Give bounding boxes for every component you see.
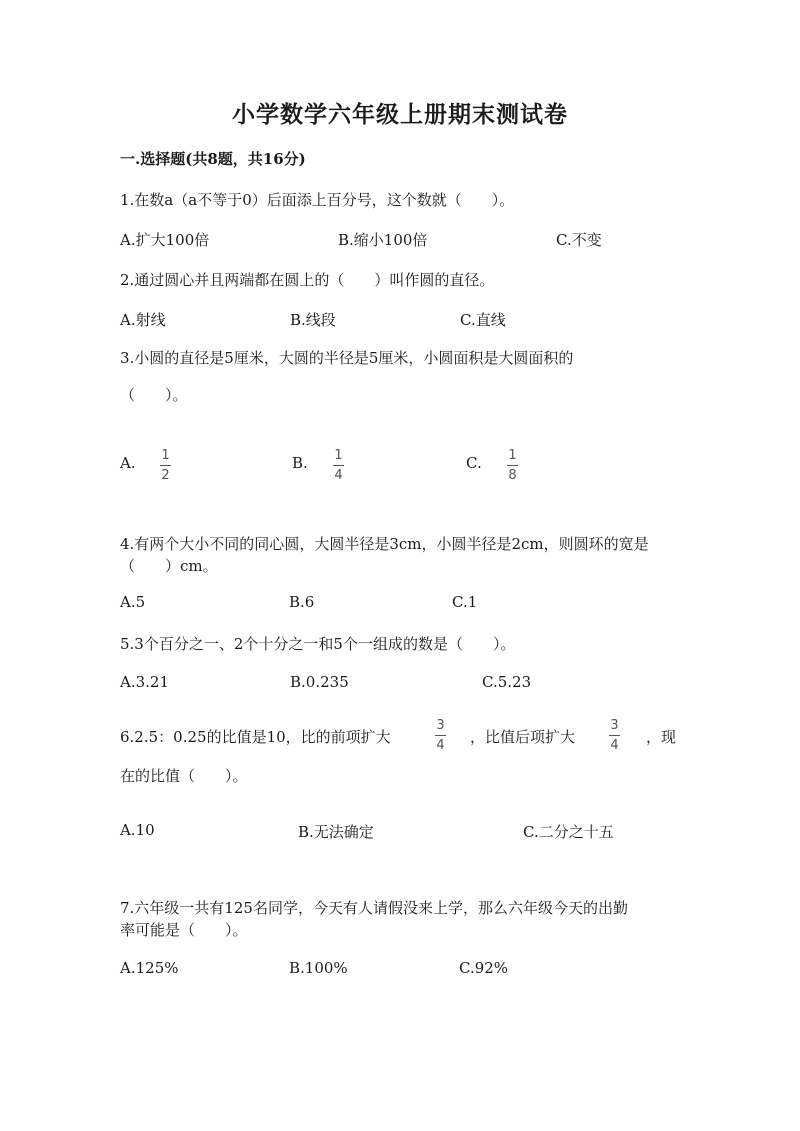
fraction-denominator: 4 <box>610 738 619 753</box>
fraction-bar <box>507 465 518 466</box>
q4-option-c: C.1 <box>452 593 478 611</box>
question-1: 1.在数a（a不等于0）后面添上百分号，这个数就（ ）。 <box>120 191 515 209</box>
question-3-line-1: 3.小圆的直径是5厘米，大圆的半径是5厘米，小圆面积是大圆面积的 <box>120 349 574 367</box>
q7-option-b: B.100% <box>289 959 348 977</box>
fraction-bar <box>435 735 446 736</box>
q1-option-c: C.不变 <box>556 231 602 249</box>
q1-option-b: B.缩小100倍 <box>338 231 428 249</box>
question-6-part-3: ，现 <box>646 728 677 746</box>
section-heading: 一.选择题(共8题，共16分) <box>120 150 306 168</box>
question-6-part-2: ，比值后项扩大 <box>470 728 576 746</box>
question-7-line-1: 7.六年级一共有125名同学，今天有人请假没来上学，那么六年级今天的出勤 <box>120 899 628 917</box>
fraction-numerator: 1 <box>334 448 343 463</box>
question-6-part-1: 6.2.5：0.25的比值是10，比的前项扩大 <box>120 728 391 746</box>
q3-option-b-fraction <box>333 448 344 483</box>
q2-option-c: C.直线 <box>460 311 506 329</box>
fraction-bar <box>160 465 171 466</box>
q3-option-c-label: C. <box>466 454 482 472</box>
q5-option-a: A.3.21 <box>120 673 169 691</box>
question-4-line-2: （ ）cm。 <box>120 557 218 575</box>
q5-option-b: B.0.235 <box>290 673 349 691</box>
fraction-numerator: 1 <box>508 448 517 463</box>
question-3-line-2: （ ）。 <box>120 386 188 404</box>
q3-option-b-label: B. <box>292 454 308 472</box>
question-7-line-2: 率可能是（ ）。 <box>120 921 248 939</box>
q3-option-a-label: A. <box>120 454 136 472</box>
fraction-numerator: 3 <box>610 718 619 733</box>
q2-option-b: B.线段 <box>290 311 336 329</box>
q6-fraction-1 <box>435 718 446 753</box>
q4-option-b: B.6 <box>289 593 315 611</box>
q3-option-c-fraction <box>507 448 518 483</box>
question-5: 5.3个百分之一、2个十分之一和5个一组成的数是（ ）。 <box>120 635 516 653</box>
question-4-line-1: 4.有两个大小不同的同心圆，大圆半径是3cm，小圆半径是2cm，则圆环的宽是 <box>120 535 649 553</box>
fraction-denominator: 2 <box>161 468 170 483</box>
q6-option-a: A.10 <box>120 821 155 839</box>
page-title: 小学数学六年级上册期末测试卷 <box>232 101 568 128</box>
q4-option-a: A.5 <box>120 593 146 611</box>
question-2: 2.通过圆心并且两端都在圆上的（ ）叫作圆的直径。 <box>120 271 495 289</box>
q3-option-a-fraction <box>160 448 171 483</box>
fraction-denominator: 4 <box>334 468 343 483</box>
q1-option-a: A.扩大100倍 <box>120 231 210 249</box>
q6-option-c: C.二分之十五 <box>523 823 614 841</box>
fraction-numerator: 3 <box>436 718 445 733</box>
fraction-denominator: 8 <box>508 468 517 483</box>
fraction-numerator: 1 <box>161 448 170 463</box>
q6-option-b: B.无法确定 <box>298 823 374 841</box>
fraction-bar <box>609 735 620 736</box>
q6-fraction-2 <box>609 718 620 753</box>
q2-option-a: A.射线 <box>120 311 166 329</box>
q5-option-c: C.5.23 <box>482 673 532 691</box>
q7-option-a: A.125% <box>120 959 179 977</box>
fraction-denominator: 4 <box>436 738 445 753</box>
fraction-bar <box>333 465 344 466</box>
question-6-line-2: 在的比值（ ）。 <box>120 767 248 785</box>
q7-option-c: C.92% <box>459 959 509 977</box>
